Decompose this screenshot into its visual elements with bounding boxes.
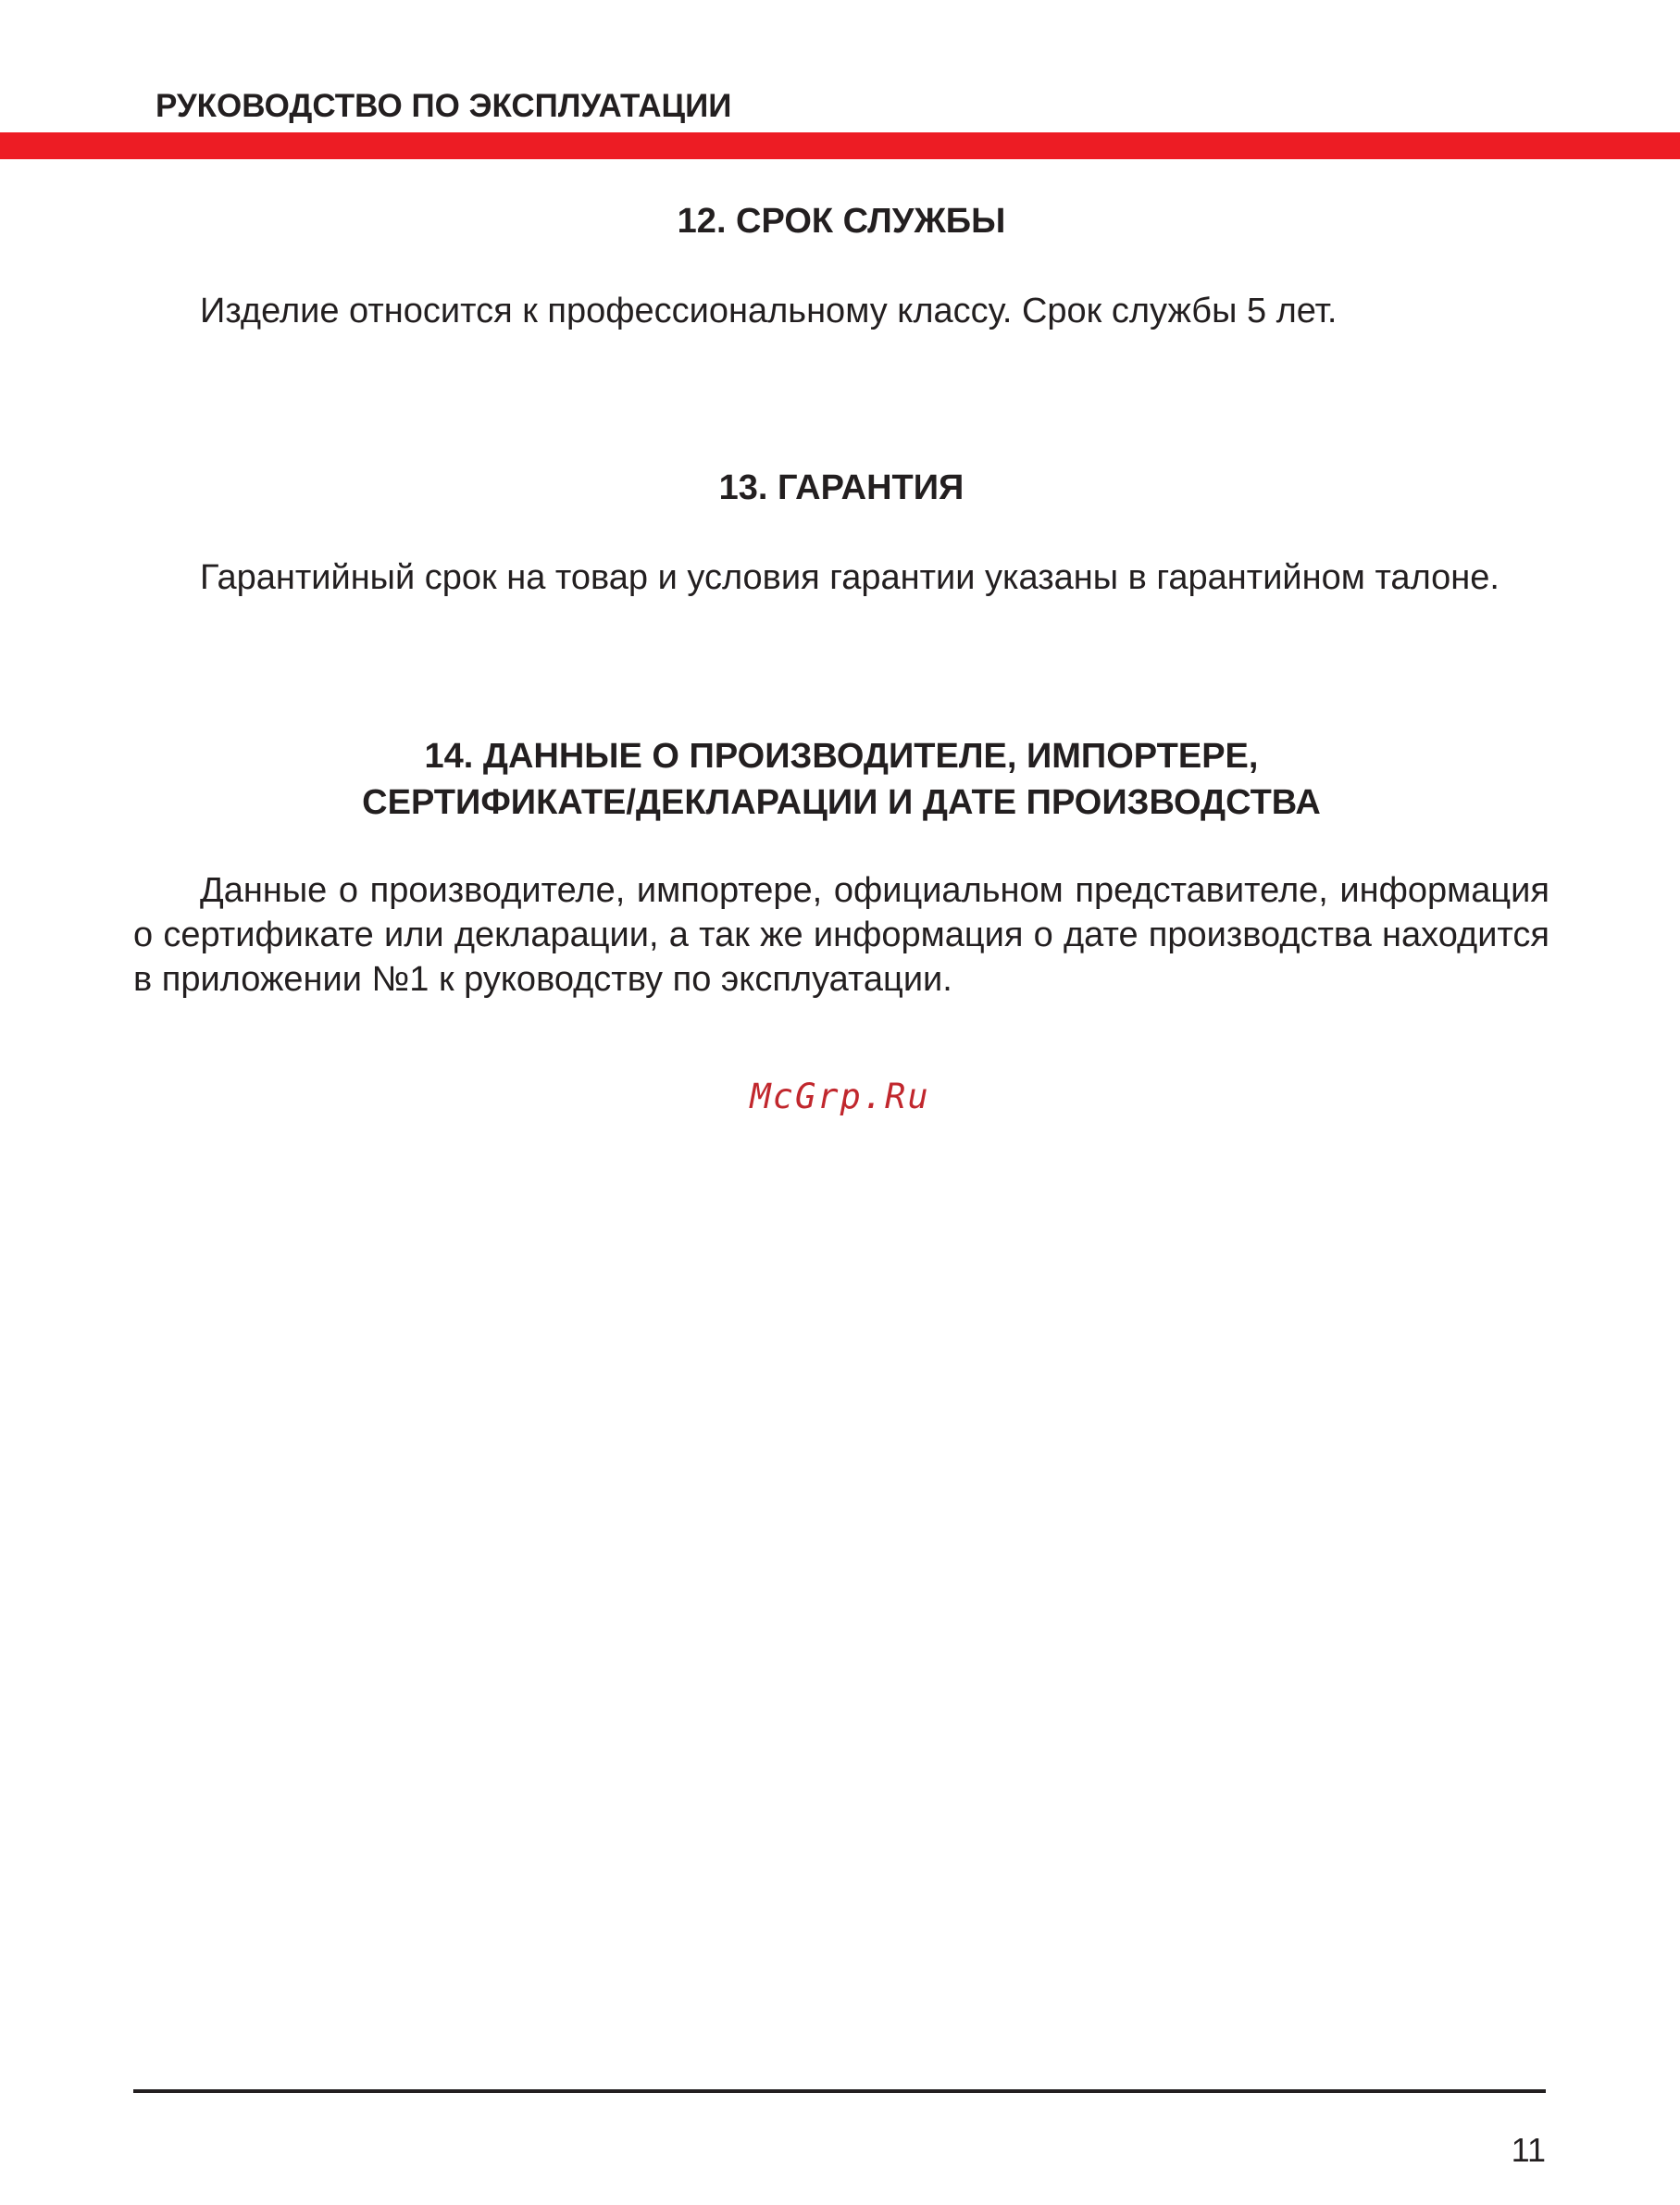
section-14-text: Данные о производителе, импортере, официальном представителе, информация о сертификате или декларации, а так же информация о дате производства находится в приложении №1 к руководству по эксплуатации. [133, 871, 1549, 999]
section-13-text: Гарантийный срок на товар и условия гарантии указаны в гарантийном талоне. [200, 558, 1500, 597]
footer-divider [133, 2089, 1546, 2093]
page-number: 11 [1511, 2131, 1546, 2169]
section-14-heading-line-1: 14. ДАННЫЕ О ПРОИЗВОДИТЕЛЕ, ИМПОРТЕРЕ, [424, 737, 1259, 776]
section-13-heading: 13. ГАРАНТИЯ [718, 468, 964, 507]
section-14-heading-line-2: СЕРТИФИКАТЕ/ДЕКЛАРАЦИИ И ДАТЕ ПРОИЗВОДСТВА [362, 783, 1321, 822]
watermark: McGrp.Ru [750, 1077, 930, 1116]
page-header-title: РУКОВОДСТВО ПО ЭКСПЛУАТАЦИИ [156, 88, 732, 124]
section-12-heading: 12. СРОК СЛУЖБЫ [677, 202, 1006, 241]
section-14-heading [133, 733, 1549, 826]
header-red-bar [0, 132, 1680, 159]
section-12-text: Изделие относится к профессиональному классу. Срок службы 5 лет. [200, 292, 1338, 330]
